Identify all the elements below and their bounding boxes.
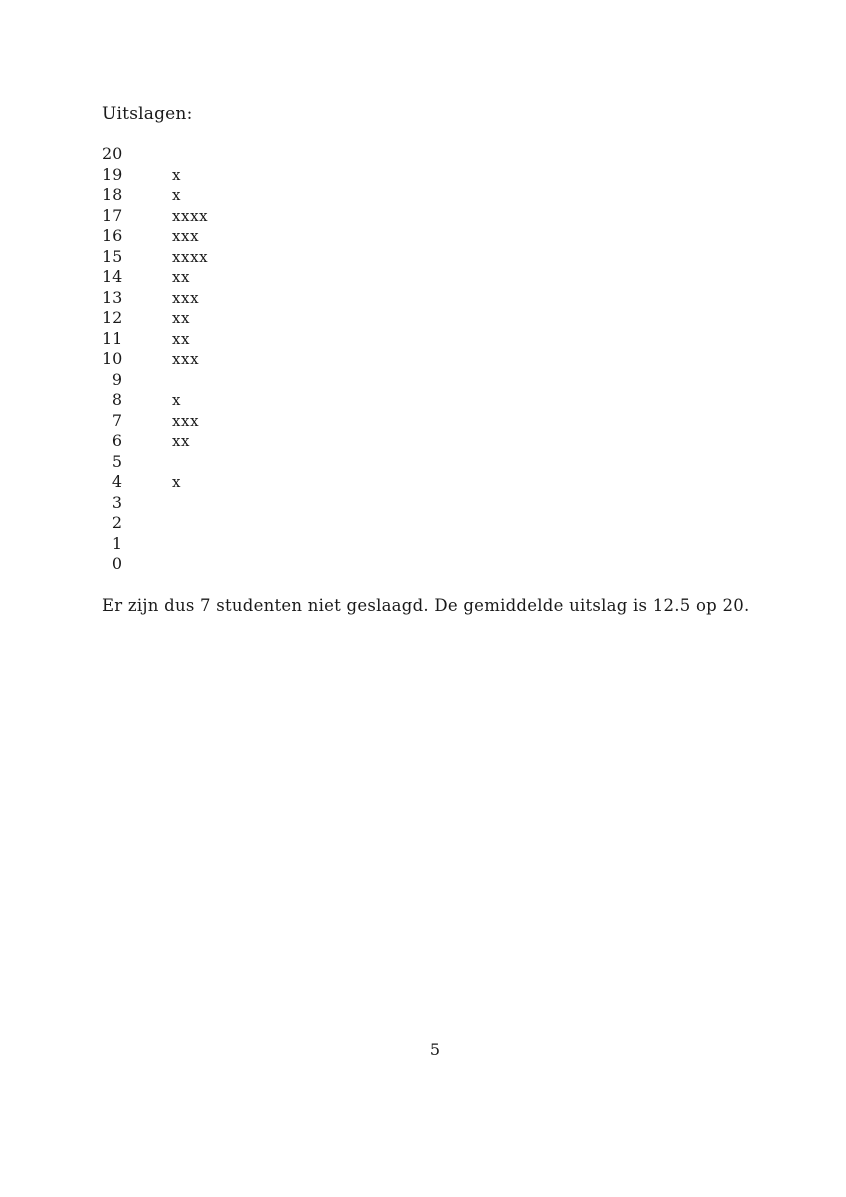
tally-marks: xxxx [172, 206, 209, 225]
tally-row [102, 349, 200, 370]
score-value: 8 [111, 390, 122, 409]
tally-row [102, 554, 122, 575]
tally-marks: x [172, 165, 182, 184]
score-value: 17 [102, 205, 123, 225]
tally-row [102, 144, 122, 165]
tally-row [102, 472, 182, 493]
score-value: 4 [111, 472, 122, 491]
tally-row [102, 308, 191, 329]
score-value: 16 [102, 226, 123, 245]
score-value: 3 [111, 492, 122, 512]
score-value: 13 [102, 287, 123, 307]
tally-row [102, 493, 122, 514]
tally-row [102, 410, 200, 432]
score-value: 1 [111, 533, 122, 553]
tally-row [102, 534, 122, 555]
tally-row [102, 431, 191, 452]
tally-row [102, 452, 122, 473]
tally-marks: xx [172, 329, 191, 348]
score-value: 10 [102, 349, 123, 368]
score-value: 11 [102, 328, 123, 348]
tally-marks: xx [172, 309, 191, 327]
tally-row [102, 370, 122, 391]
score-value: 14 [102, 267, 123, 286]
tally-row [102, 185, 182, 206]
score-value: 7 [111, 410, 122, 430]
score-value: 0 [111, 554, 122, 573]
score-value: 2 [111, 513, 122, 532]
tally-row [102, 390, 182, 411]
tally-marks: xxx [172, 350, 200, 368]
score-value: 20 [102, 144, 123, 163]
tally-row [102, 267, 191, 288]
score-value: 6 [111, 431, 122, 450]
results-heading: Uitslagen: [102, 104, 193, 124]
conclusion-paragraph: Er zijn dus 7 studenten niet geslaagd. De gemiddelde uitslag is 12.5 op 20. [102, 596, 750, 615]
tally-row [102, 287, 200, 309]
score-value: 9 [111, 369, 122, 389]
tally-row [102, 164, 182, 186]
tally-row [102, 246, 209, 268]
tally-marks: xx [172, 268, 191, 286]
tally-marks: x [172, 473, 182, 491]
score-tally-list [102, 144, 209, 575]
score-value: 5 [111, 451, 122, 471]
tally-row [102, 205, 209, 227]
tally-marks: xxx [172, 227, 200, 245]
page-number: 5 [429, 1040, 441, 1059]
tally-row [102, 513, 122, 534]
tally-marks: xxxx [172, 247, 209, 266]
tally-marks: x [172, 391, 182, 409]
score-value: 18 [102, 185, 123, 204]
tally-marks: xxx [172, 288, 200, 307]
score-value: 12 [102, 308, 123, 327]
tally-marks: xx [172, 432, 191, 450]
tally-row [102, 226, 200, 247]
tally-marks: x [172, 186, 182, 204]
tally-marks: xxx [172, 411, 200, 430]
tally-row [102, 328, 191, 350]
score-value: 19 [102, 164, 123, 184]
score-value: 15 [102, 246, 123, 266]
